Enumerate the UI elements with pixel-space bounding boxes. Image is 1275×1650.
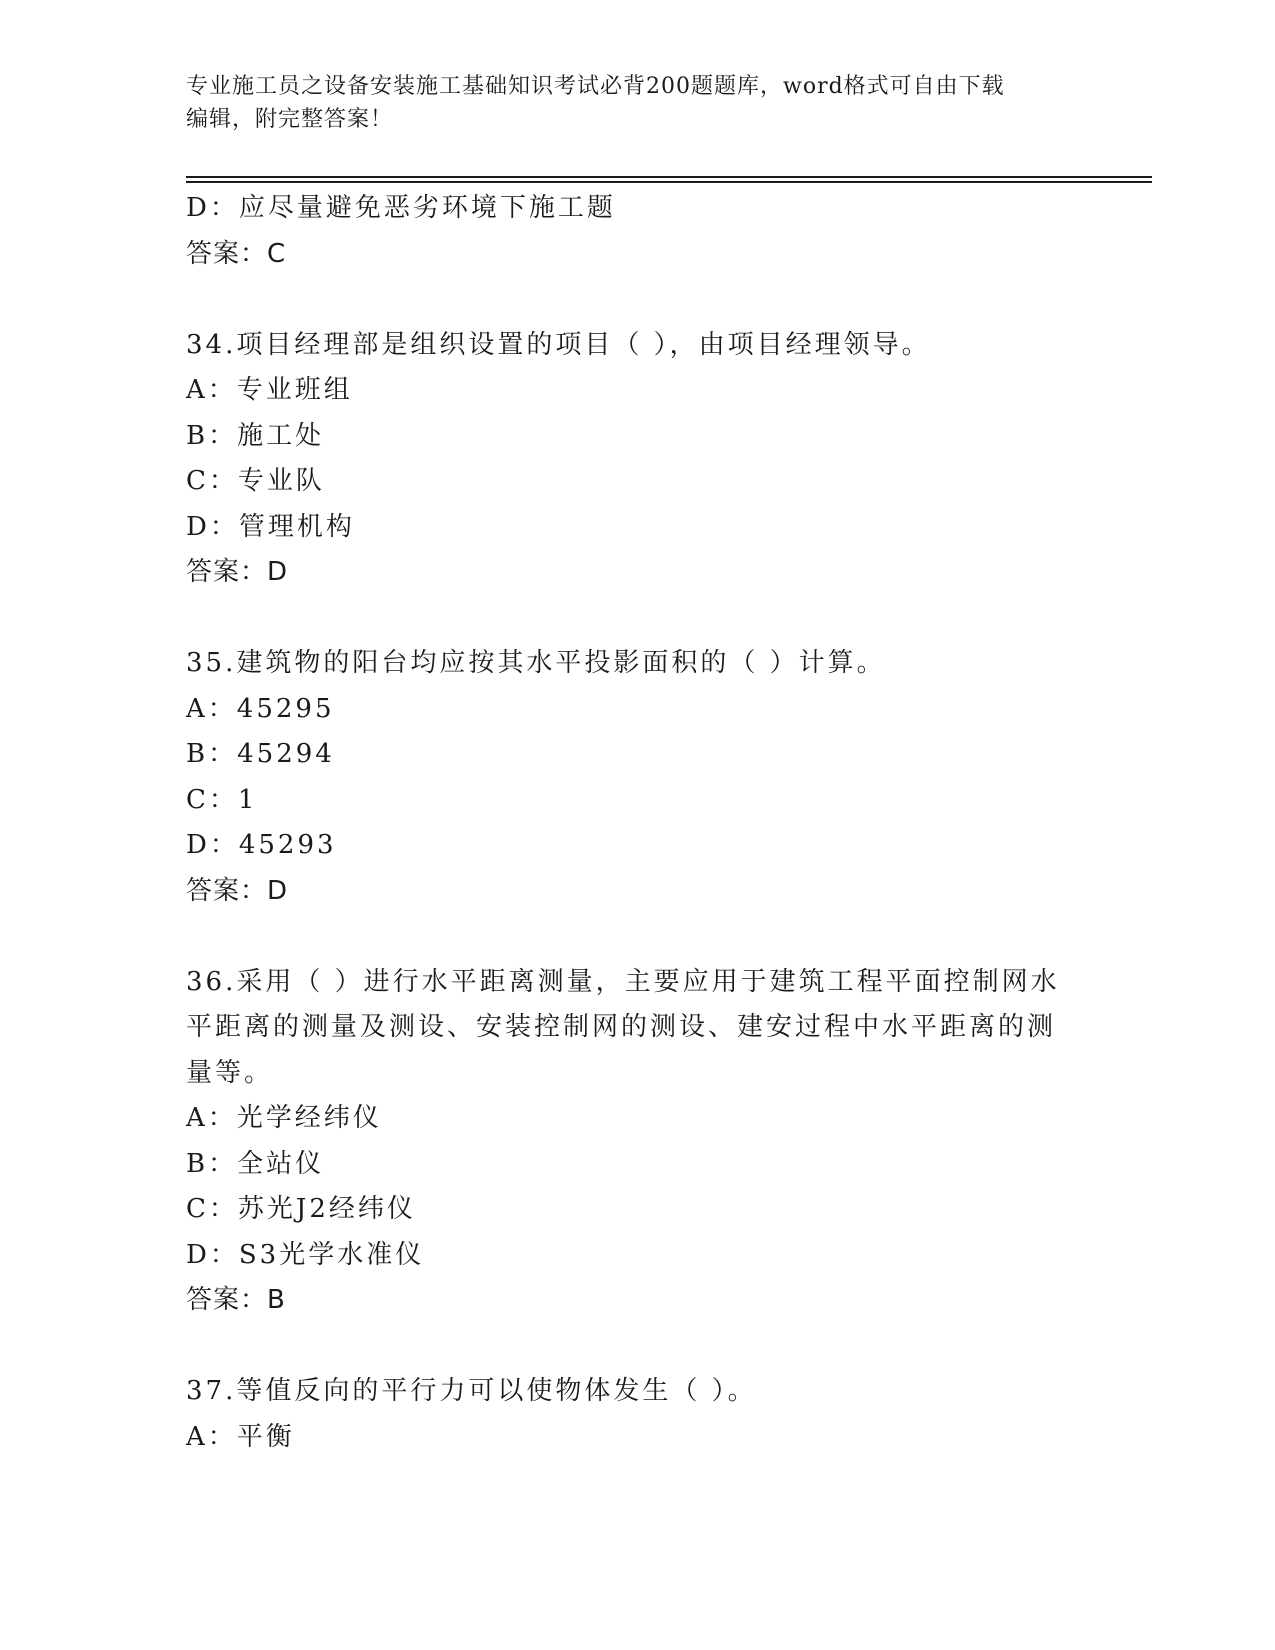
- header-divider-top: [186, 176, 1152, 178]
- question-text-line-3: 量等。: [186, 1057, 274, 1088]
- option-d: D：45293: [186, 830, 337, 860]
- question-list: [186, 186, 1086, 1460]
- question-34: [186, 323, 1086, 596]
- spacer: [186, 596, 1086, 642]
- header-title-line-1: 专业施工员之设备安装施工基础知识考试必背200题题库，word格式可自由下载: [186, 74, 1005, 99]
- option-a: A：光学经纬仪: [186, 1103, 382, 1133]
- option-d: D：S3光学水准仪: [186, 1239, 425, 1270]
- spacer: [186, 1324, 1086, 1370]
- option-c: C：1: [186, 784, 258, 815]
- header-divider-bottom: [186, 181, 1152, 183]
- option-c: C：苏光J2经纬仪: [186, 1194, 416, 1224]
- option-d: D：管理机构: [186, 511, 355, 542]
- question-36: [186, 960, 1086, 1324]
- spacer: [186, 277, 1086, 323]
- question-text: 34.项目经理部是组织设置的项目（ ），由项目经理领导。: [186, 329, 931, 360]
- question-35: [186, 641, 1086, 914]
- option-b: B：45294: [186, 739, 335, 769]
- answer: 答案：D: [186, 557, 289, 587]
- question-text: 37.等值反向的平行力可以使物体发生（ ）。: [186, 1376, 757, 1406]
- document-header: [186, 70, 1066, 136]
- option-a: A：专业班组: [186, 375, 353, 405]
- option-a: A：平衡: [186, 1421, 295, 1452]
- question-37: [186, 1369, 1086, 1460]
- option-b: B：施工处: [186, 420, 325, 451]
- option-b: B：全站仪: [186, 1148, 325, 1179]
- header-title-line-2: 编辑，附完整答案！: [186, 107, 394, 132]
- question-text: 35.建筑物的阳台均应按其水平投影面积的（ ）计算。: [186, 648, 886, 678]
- answer: 答案：B: [186, 1285, 286, 1315]
- question-text-line-1: 36.采用（ ）进行水平距离测量，主要应用于建筑工程平面控制网水: [186, 966, 1060, 997]
- answer: 答案：D: [186, 875, 289, 906]
- question-33-option-d: D：应尽量避免恶劣环境下施工题: [186, 193, 616, 223]
- option-a: A：45295: [186, 693, 335, 724]
- question-33-answer: 答案：C: [186, 238, 287, 269]
- option-c: C：专业队: [186, 466, 325, 496]
- spacer: [186, 914, 1086, 960]
- question-text-line-2: 平距离的测量及测设、安装控制网的测设、建安过程中水平距离的测: [186, 1012, 1057, 1042]
